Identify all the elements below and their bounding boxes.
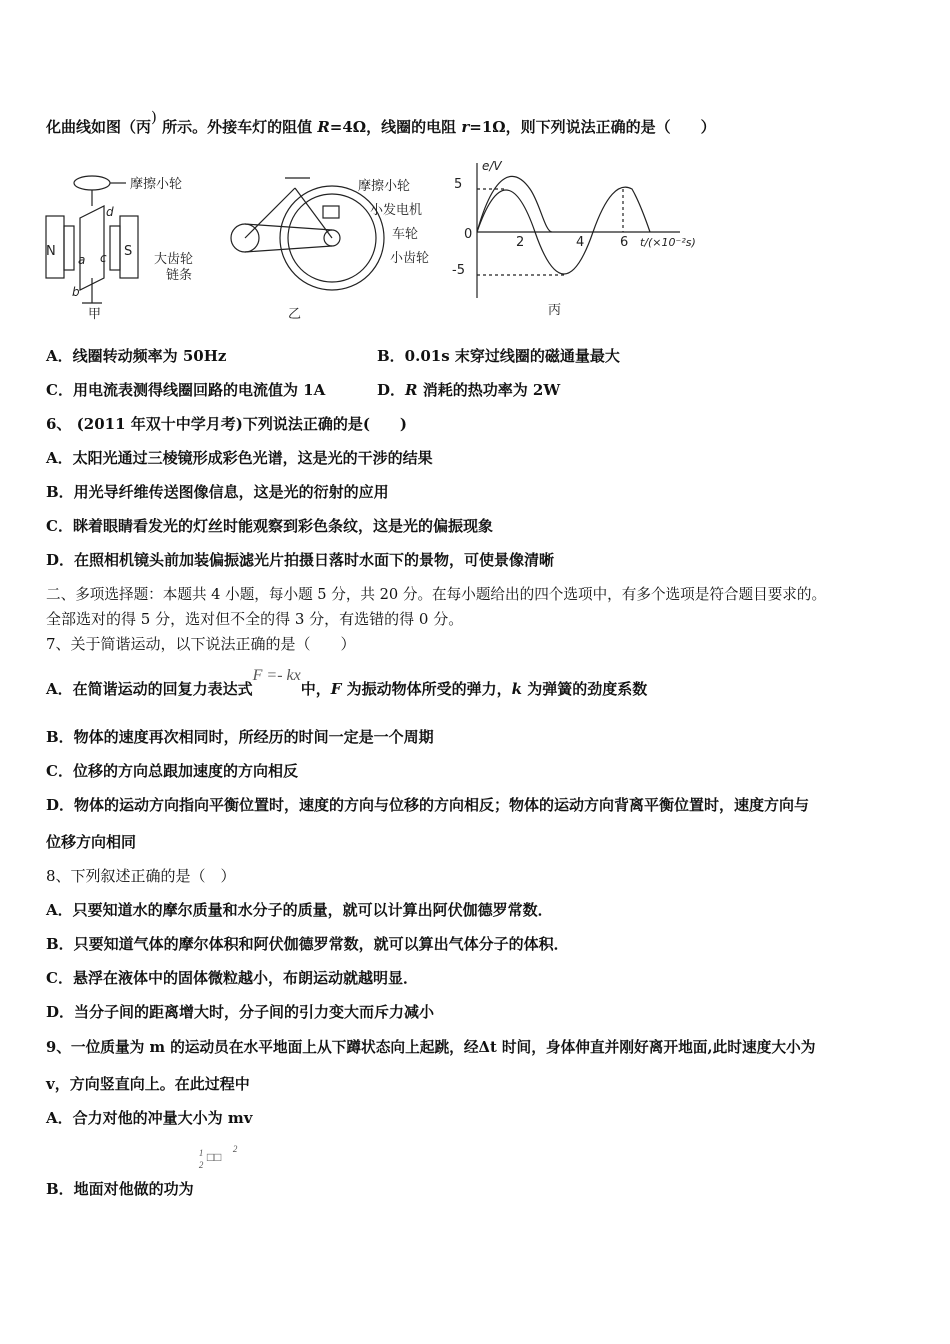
restoring-force-formula: F =- kx (252, 667, 301, 684)
q9-option-b: B．地面对他做的功为 1 2 □□ 2 (46, 1174, 243, 1199)
svg-text:t/(×10⁻²s): t/(×10⁻²s) (640, 236, 696, 249)
section-2-header-cont: 全部选对的得 5 分，选对但不全的得 3 分，有选错的得 0 分。 (46, 610, 464, 628)
q6-stem: 6、 (2011 年双十中学月考)下列说法正确的是( ) (46, 415, 408, 433)
figure-yi (231, 178, 384, 290)
svg-text:链条: 链条 (166, 268, 193, 283)
q7-option-d-cont: 位移方向相同 (46, 833, 137, 851)
svg-text:乙: 乙 (288, 307, 302, 322)
q5-option-a: A．线圈转动频率为 50Hz (46, 347, 227, 365)
svg-text:6: 6 (620, 235, 629, 250)
q7-stem: 7、关于简谐运动，以下说法正确的是（ ） (46, 635, 356, 653)
svg-text:d: d (106, 205, 114, 219)
svg-text:摩擦小轮: 摩擦小轮 (358, 179, 411, 194)
q8-option-a: A．只要知道水的摩尔质量和水分子的质量，就可以计算出阿伏伽德罗常数． (46, 901, 553, 919)
svg-text:甲: 甲 (88, 307, 102, 322)
q6-option-d: D．在照相机镜头前加装偏振滤光片拍摄日落时水面下的景物，可使景像清晰 (46, 551, 555, 569)
q5-option-c: C．用电流表测得线圈回路的电流值为 1A (46, 381, 326, 399)
q5-option-d: D．R 消耗的热功率为 2W (377, 381, 561, 399)
q7-option-a: A．在简谐运动的回复力表达式F =- kx中，F 为振动物体所受的弹力，k 为弹簧的劲度系数 (46, 667, 648, 698)
svg-text:5: 5 (454, 177, 463, 192)
q6-option-a: A．太阳光通过三棱镜形成彩色光谱，这是光的干涉的结果 (46, 449, 433, 467)
q8-option-c: C．悬浮在液体中的固体微粒越小，布朗运动就越明显． (46, 969, 418, 987)
work-formula: 1 2 □□ 2 (198, 1144, 238, 1170)
svg-text:摩擦小轮: 摩擦小轮 (130, 177, 183, 192)
svg-text:大齿轮: 大齿轮 (154, 252, 194, 267)
q8-option-d: D．当分子间的距离增大时，分子间的引力变大而斥力减小 (46, 1003, 435, 1021)
q9-stem-cont: v，方向竖直向上。在此过程中 (46, 1075, 250, 1093)
q7-option-c: C．位移的方向总跟加速度的方向相反 (46, 762, 298, 780)
q5-option-b: B．0.01s 末穿过线圈的磁通量最大 (377, 347, 620, 365)
q7-option-b: B．物体的速度再次相同时，所经历的时间一定是一个周期 (46, 728, 434, 746)
figure-jia (46, 176, 138, 303)
q6-option-b: B．用光导纤维传送图像信息，这是光的衍射的应用 (46, 483, 389, 501)
svg-text:-5: -5 (452, 263, 465, 278)
svg-text:丙: 丙 (548, 303, 562, 318)
svg-text:b: b (72, 285, 80, 299)
svg-text:e/V: e/V (482, 159, 502, 173)
svg-text:S: S (124, 244, 133, 259)
svg-text:c: c (100, 251, 107, 265)
figure-svg (40, 158, 720, 323)
generator-figure (40, 158, 720, 323)
q9-option-a: A．合力对他的冲量大小为 mv (46, 1109, 253, 1127)
svg-text:4: 4 (576, 235, 585, 250)
question-5-stem: 化曲线如图（丙) 所示。外接车灯的阻值 R=4Ω，线圈的电阻 r=1Ω，则下列说法正确的是（ ） (46, 108, 716, 136)
svg-text:小发电机: 小发电机 (370, 203, 423, 218)
svg-text:N: N (46, 244, 56, 259)
q8-option-b: B．只要知道气体的摩尔体积和阿伏伽德罗常数，就可以算出气体分子的体积． (46, 935, 569, 953)
figure-bing (477, 163, 680, 298)
svg-text:车轮: 车轮 (392, 227, 419, 242)
svg-text:2: 2 (516, 235, 525, 250)
svg-text:小齿轮: 小齿轮 (390, 251, 430, 266)
svg-text:a: a (78, 253, 86, 267)
q7-option-d: D．物体的运动方向指向平衡位置时，速度的方向与位移的方向相反；物体的运动方向背离平衡位置时，速度方向与 (46, 796, 810, 814)
q9-stem: 9、一位质量为 m 的运动员在水平地面上从下蹲状态向上起跳，经Δt 时间，身体伸直并刚好离开地面,此时速度大小为 (46, 1039, 816, 1056)
q6-option-c: C．眯着眼睛看发光的灯丝时能观察到彩色条纹，这是光的偏振现象 (46, 517, 493, 535)
section-2-header: 二、多项选择题：本题共 4 小题，每小题 5 分，共 20 分。在每小题给出的四个选项中，有多个选项是符合题目要求的。 (46, 586, 827, 603)
svg-text:0: 0 (464, 227, 473, 242)
q8-stem: 8、下列叙述正确的是（ ） (46, 867, 236, 885)
